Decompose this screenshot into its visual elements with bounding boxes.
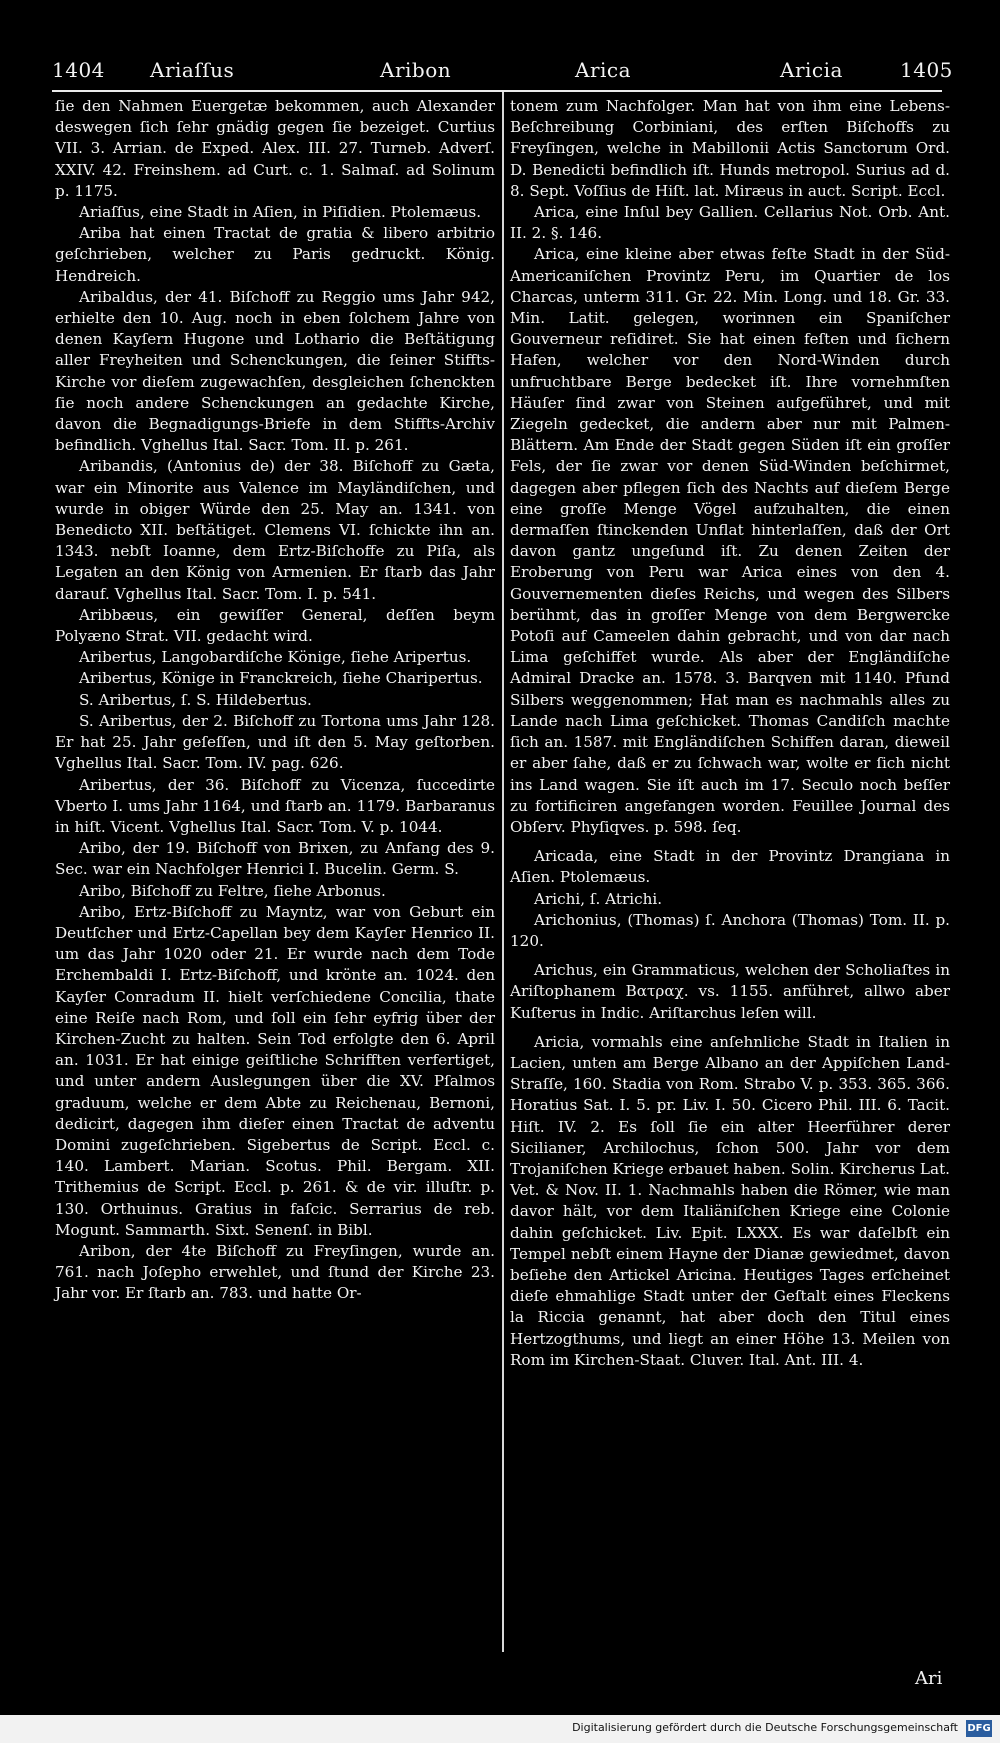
column-divider [502, 92, 504, 1652]
entry-aribertus-vicenza: Aribertus, der 36. Biſchoff zu Vicenza, ſuccedirte Vberto I. ums Jahr 1164, und ſtarb an. 1179. Barbaranus in hiſt. Vicent. Vghellus Ital. Sacr. Tom. V. p. 1044. [55, 775, 495, 836]
entry-aricia: Aricia, vormahls eine anſehnliche Stadt in Italien in Lacien, unten am Berge Albano an der Appiſchen Land-Straſſe, 160. Stadia von Rom. Strabo V. p. 353. 365. 366. Horatius Sat. I. 5. pr. Liv. I. 50. Cicero Phil. III. 6. Tacit. Hiſt. IV. 2. Es ſoll ſie ein alter Heerführer derer Sicilianer, Archilochus, ſchon 500. Jahr vor dem Trojaniſchen Kriege erbauet haben. Solin. Kircherus Lat. Vet. & Nov. II. 1. Nachmahls haben die Römer, wie man davor hält, vor dem Italiäniſchen Kriege eine Colonie dahin geſchicket. Liv. Epit. LXXX. Es war daſelbſt ein Tempel nebſt einem Hayne der Dianæ gewiedmet, davon beſiehe den Artickel Aricina. Heutiges Tages erſcheinet dieſe ehmahlige Stadt unter der Geſtalt eines Fleckens la Riccia genannt, hat aber doch den Titul eines Hertzogthums, und liegt an einer Höhe 13. Meilen von Rom im Kirchen-Staat. Cluver. Ital. Ant. III. 4. [510, 1032, 950, 1369]
entry-arichi: Arichi, ſ. Atrichi. [534, 889, 663, 908]
entry-continuation: ſie den Nahmen Euergetæ bekommen, auch Alexander deswegen ſich ſehr gnädig gegen ſie bezeiget. Curtius VII. 3. Arrian. de Exped. Alex. III. 27. Turneb. Adverſ. XXIV. 42. Freinshem. ad Curt. c. 1. Salmaſ. ad Solinum p. 1175. [55, 97, 495, 200]
entry-arichus: Arichus, ein Grammaticus, welchen der Scholiaſtes in Ariſtophanem Βατραχ. vs. 1155. anführet, allwo aber Kuſterus in Indic. Ariſtarchus leſen will. [510, 961, 950, 1022]
entry-aribertus-langobard: Aribertus, Langobardiſche Könige, ſiehe Aripertus. [79, 648, 472, 667]
entry-continuation: tonem zum Nachfolger. Man hat von ihm eine Lebens-Beſchreibung Corbiniani, des erſten Biſchoffs zu Freyſingen, welche in Mabillonii Actis Sanctorum Ord. D. Benedicti befindlich iſt. Hunds metropol. Surius ad d. 8. Sept. Voſſius de Hiſt. lat. Miræus in auct. Script. Eccl. [510, 97, 950, 200]
entry-aribaldus: Aribaldus, der 41. Biſchoff zu Reggio ums Jahr 942, erhielte den 10. Aug. noch in eben ſolchem Jahre von denen Kayſern Hugone und Lothario die Beſtätigung aller Freyheiten und Schenckungen, die ſeiner Stiffts-Kirche vor dieſem zugewachſen, desgleichen ſchenckten ſie noch andere Schenckungen an gedachte Kirche, davon die Begnadigungs-Briefe in dem Stiffts-Archiv befindlich. Vghellus Ital. Sacr. Tom. II. p. 261. [55, 287, 495, 455]
header-word-4: Aricia [780, 58, 843, 82]
entry-aribbaeus: Aribbæus, ein gewiſſer General, deſſen beym Polyæno Strat. VII. gedacht wird. [55, 605, 495, 646]
entry-aribandis: Aribandis, (Antonius de) der 38. Biſchoff zu Gæta, war ein Minorite aus Valence im Mayländiſchen, und wurde in obiger Würde den 25. May an. 1341. von Benedicto XII. beſtätiget. Clemens VI. ſchickte ihn an. 1343. nebſt Ioanne, dem Ertz-Biſchoffe zu Piſa, als Legaten an den König von Armenien. Er ſtarb das Jahr darauf. Vghellus Ital. Sacr. Tom. I. p. 541. [55, 457, 495, 603]
entry-aribo-mayntz: Aribo, Ertz-Biſchoff zu Mayntz, war von Geburt ein Deutſcher und Ertz-Capellan bey dem Kayſer Henrico II. um das Jahr 1020 oder 21. Er wurde nach dem Tode Erchembaldi I. Ertz-Biſchoff, und krönte an. 1024. den Kayſer Conradum II. hielt verſchiedene Concilia, thate eine Reiſe nach Rom, und ſoll ein ſehr eyfrig über der Kirchen-Zucht zu halten. Sein Tod erfolgte den 6. April an. 1031. Er hat einige geiſtliche Schrifften verfertiget, und unter andern Auslegungen über die XV. Pſalmos graduum, welche er dem Abte zu Reichenau, Bernoni, dedicirt, dagegen ihm dieſer einen Tractat de adventu Domini zugeſchrieben. Sigebertus de Script. Eccl. c. 140. Lambert. Marian. Scotus. Phil. Bergam. XII. Trithemius de Script. Eccl. p. 261. & de vir. illuſtr. p. 130. Orthuinus. Gratius in faſcic. Serrarius de reb. Mogunt. Sammarth. Sixt. Senenſ. in Bibl. [55, 902, 495, 1239]
left-column [55, 96, 495, 1305]
header-rule [52, 90, 942, 92]
entry-aribertus-franckreich: Aribertus, Könige in Franckreich, ſiehe Charipertus. [79, 669, 483, 688]
entry-aricada: Aricada, eine Stadt in der Provintz Drangiana in Aſien. Ptolemæus. [510, 847, 950, 887]
entry-arica-peru: Arica, eine kleine aber etwas feſte Stadt in der Süd-Americaniſchen Provintz Peru, im Quartier de los Charcas, unterm 311. Gr. 22. Min. Long. und 18. Gr. 33. Min. Latit. gelegen, worinnen ein Spaniſcher Gouverneur reſidiret. Sie hat einen feſten und ſichern Hafen, welcher vor den Nord-Winden durch unfruchtbare Berge bedecket iſt. Ihre vornehmſten Häuſer ſind zwar von Steinen aufgeführet, und mit Ziegeln gedecket, die andern aber nur mit Palmen-Blättern. Am Ende der Stadt gegen Süden iſt ein groſſer Fels, der ſie zwar vor denen Süd-Winden beſchirmet, dagegen aber pflegen ſich des Nachts auf dieſem Berge eine groſſe Menge Vögel aufzuhalten, die einen dermaſſen ſtinckenden Unflat hinterlaſſen, daß der Ort davon gantz ungeſund iſt. Zu denen Zeiten der Eroberung von Peru war Arica eines von den 4. Gouvernementen dieſes Reichs, und wegen des Silbers berühmt, das in groſſer Menge von dem Bergwercke Potoſi auf Cameelen dahin gebracht, und von dar nach Lima geſchiffet wurde. Als aber der Engländiſche Admiral Dracke an. 1578. 3. Barqven mit 1140. Pfund Silbers weggenommen; Hat man es nachmahls alles zu Lande nach Lima geſchicket. Thomas Candiſch machte ſich an. 1587. mit Engländiſchen Schiffen daran, dieweil er aber ſahe, daß er zu ſchwach war, wolte er ſich nicht ins Land wagen. Sie iſt auch im 17. Seculo noch beſſer zu fortificiren angefangen worden. Feuillee Journal des Obſerv. Phyſiqves. p. 598. ſeq. [510, 245, 950, 836]
footer-credit: Digitalisierung gefördert durch die Deutsche Forschungsgemeinschaft [572, 1721, 958, 1734]
catchword: Ari [915, 1668, 943, 1689]
header-word-1: Ariaſſus [150, 58, 235, 82]
entry-ariassus: Ariaſſus, eine Stadt in Aſien, in Piſidien. Ptolemæus. [79, 203, 482, 222]
header-word-2: Aribon [380, 58, 452, 82]
header-word-3: Arica [575, 58, 632, 82]
entry-aribo-brixen: Aribo, der 19. Biſchoff von Brixen, zu Anfang des 9. Sec. war ein Nachfolger Henrici I. Bucelin. Germ. S. [55, 839, 495, 879]
dfg-logo-icon: DFG [966, 1720, 992, 1737]
entry-s-aribertus-tortona: S. Aribertus, der 2. Biſchoff zu Tortona ums Jahr 128. Er hat 25. Jahr geſeſſen, und iſt den 5. May geſtorben. Vghellus Ital. Sacr. Tom. IV. pag. 626. [55, 711, 495, 773]
entry-aribo-feltre: Aribo, Biſchoff zu Feltre, ſiehe Arbonus. [79, 881, 386, 900]
page-number-right: 1405 [900, 58, 953, 82]
right-column [510, 96, 950, 1371]
entry-arichonius: Arichonius, (Thomas) ſ. Anchora (Thomas) Tom. II. p. 120. [510, 910, 950, 950]
page-number-left: 1404 [52, 58, 105, 82]
entry-aribon: Aribon, der 4te Biſchoff zu Freyſingen, wurde an. 761. nach Joſepho erwehlet, und ſtund der Kirche 23. Jahr vor. Er ſtarb an. 783. und hatte Or- [55, 1241, 495, 1303]
entry-ariba: Ariba hat einen Tractat de gratia & libero arbitrio geſchrieben, welcher zu Paris gedruckt. König. Hendreich. [55, 224, 495, 285]
page-header [0, 52, 1000, 88]
footer-bar [0, 1715, 1000, 1743]
entry-arica-insul: Arica, eine Inſul bey Gallien. Cellarius Not. Orb. Ant. II. 2. §. 146. [510, 203, 950, 243]
entry-s-aribertus-ref: S. Aribertus, ſ. S. Hildebertus. [79, 690, 312, 709]
